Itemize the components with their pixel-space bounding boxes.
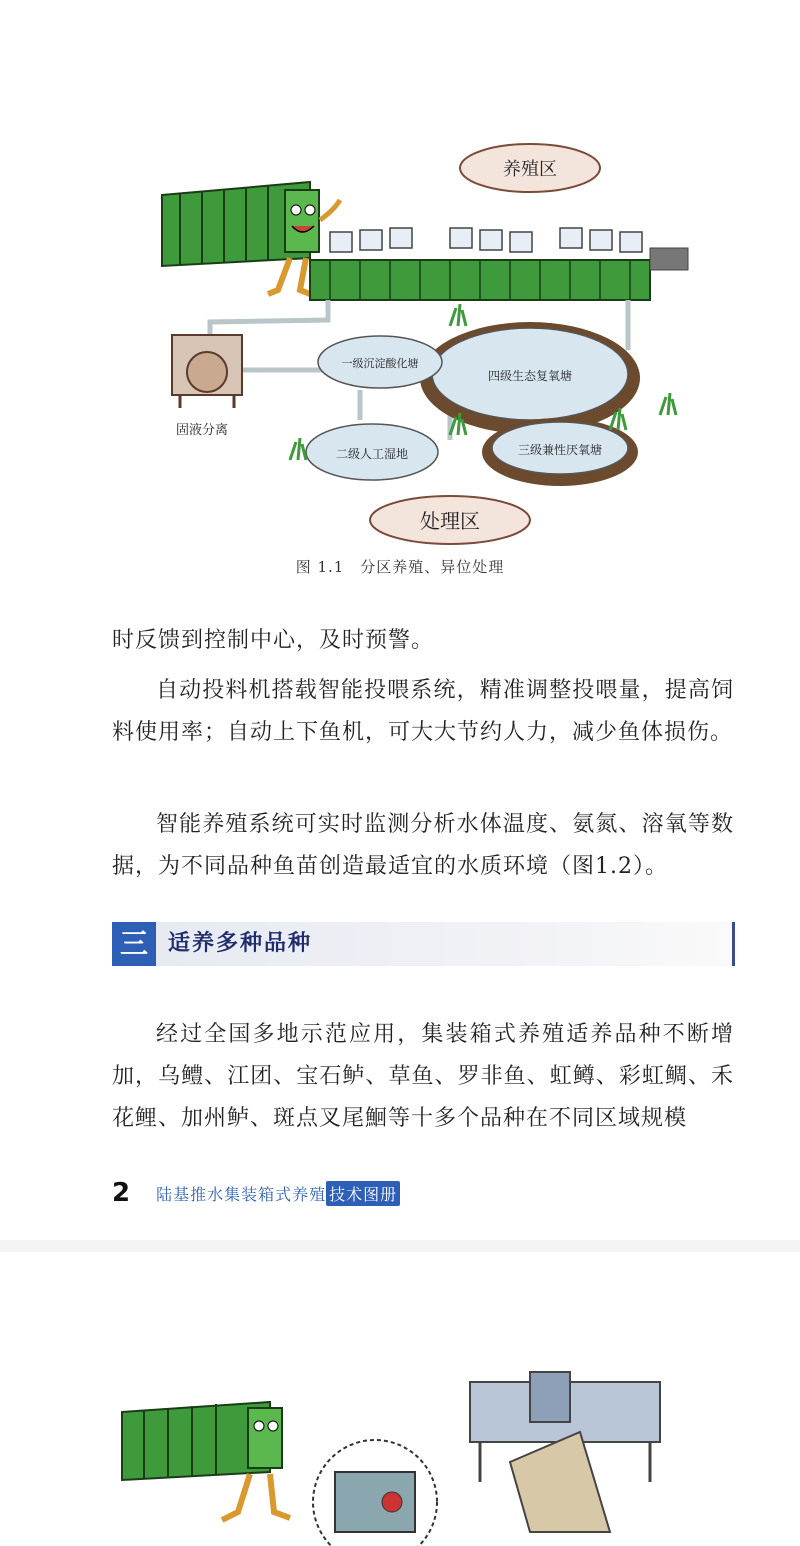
treatment-zone-cloud — [370, 496, 530, 544]
pond-2 — [306, 424, 438, 480]
page-footer — [112, 1176, 400, 1210]
pond-1-label: 一级沉淀酸化塘 — [341, 357, 419, 370]
feeder-machine — [470, 1372, 660, 1532]
book-title: 陆基推水集装箱式养殖 — [156, 1184, 327, 1204]
section-title: 适养多种品种 — [168, 931, 313, 956]
paragraph-2: 智能养殖系统可实时监测分析水体温度、氨氮、溶氧等数据，为不同品种鱼苗创造最适宜的水质环境（图1.2）。 — [112, 812, 734, 879]
pond-4 — [420, 322, 640, 434]
pond-1 — [318, 336, 442, 388]
pond-2-label: 二级人工湿地 — [335, 447, 409, 461]
page-2 — [0, 1252, 800, 1546]
pond-3-label: 三级兼性厌氧塘 — [517, 443, 603, 457]
section-number: 三 — [112, 922, 156, 966]
solid-liquid-label: 固液分离 — [175, 423, 229, 438]
paragraph-3: 经过全国多地示范应用，集装箱式养殖适养品种不断增加，乌鳢、江团、宝石鲈、草鱼、罗非鱼、虹鳟、彩虹鲷、禾花鲤、加州鲈、斑点叉尾鮰等十多个品种在不同区域规模 — [112, 1022, 734, 1131]
paragraph-0: 时反馈到控制中心，及时预警。 — [112, 628, 435, 653]
paragraph-1: 自动投料机搭载智能投喂系统，精准调整投喂量，提高饲料使用率；自动上下鱼机，可大大节约人力，减少鱼体损伤。 — [112, 678, 734, 745]
pond-3 — [482, 418, 638, 486]
pond-4-label: 四级生态复氧塘 — [487, 369, 573, 383]
page-number: 2 — [112, 1178, 131, 1208]
treatment-zone-label: 处理区 — [420, 509, 480, 533]
figure-2-illustration-partial — [110, 1362, 690, 1546]
breeding-zone-cloud — [460, 144, 600, 192]
breeding-zone-label: 养殖区 — [503, 159, 557, 180]
container-character-2 — [122, 1402, 290, 1520]
separator-machine — [172, 335, 242, 438]
section-heading — [112, 922, 735, 966]
page-gap — [0, 1240, 800, 1252]
figure-1-illustration — [150, 130, 690, 550]
fish-tank-row — [310, 228, 688, 300]
device-circle — [313, 1440, 437, 1546]
book-title-highlight: 技术图册 — [326, 1181, 400, 1206]
figure-caption: 图 1.1 分区养殖、异位处理 — [295, 558, 505, 576]
